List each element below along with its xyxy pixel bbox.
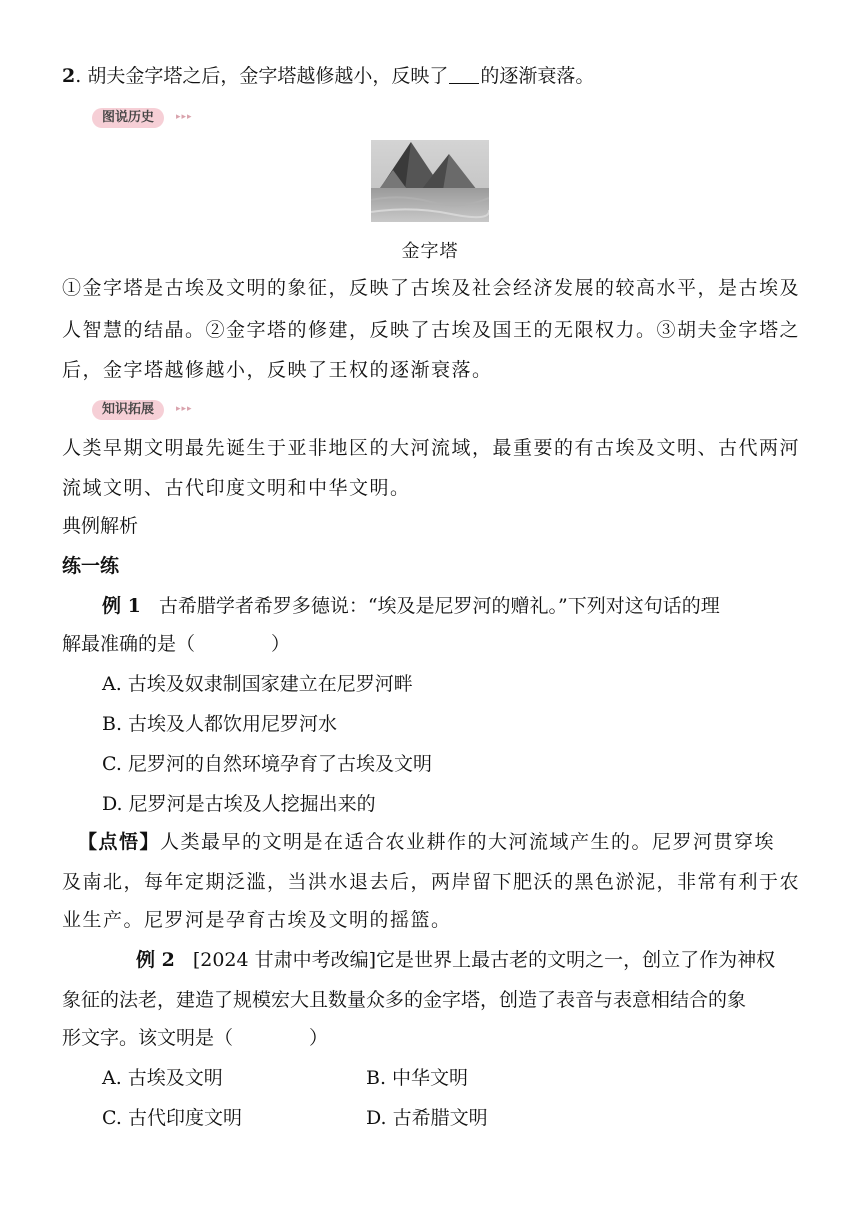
- example-1-stem-line-2: 解最准确的是（ ）: [62, 633, 291, 655]
- example-2-stem-line-1: [136, 946, 775, 974]
- example-1-stem-line-1: [102, 592, 720, 620]
- example-2-stem-text: [2024 甘肃中考改编]它是世界上最古老的文明之一，创立了作为神权: [192, 949, 776, 971]
- hint-text-1: 人类最早的文明是在适合农业耕作的大河流域产生的。尼罗河贯穿埃: [160, 831, 776, 853]
- example-2-option-c: C. 古代印度文明: [102, 1107, 242, 1129]
- tag-picture-history: 图说历史: [92, 108, 164, 128]
- answer-blank: [449, 65, 479, 84]
- hint-line-2: 及南北，每年定期泛滥，当洪水退去后，两岸留下肥沃的黑色淤泥，非常有利于农: [62, 871, 801, 893]
- example-1-stem-text: 古希腊学者希罗多德说：“埃及是尼罗河的赠礼。”下列对这句话的理: [158, 595, 720, 617]
- pyramid-illustration: [371, 140, 489, 222]
- section-practice-heading: 练一练: [62, 555, 120, 577]
- example-1-option-a: A. 古埃及奴隶制国家建立在尼罗河畔: [102, 673, 413, 695]
- picture-text-line-1: ①金字塔是古埃及文明的象征，反映了古埃及社会经济发展的较高水平，是古埃及: [62, 277, 801, 299]
- pyramid-image: [371, 140, 489, 222]
- example-2-option-a: A. 古埃及文明: [102, 1067, 223, 1089]
- example-2-stem-line-2: 象征的法老，建造了规模宏大且数量众多的金字塔，创造了表音与表意相结合的象: [62, 989, 747, 1011]
- example-1-option-c: C. 尼罗河的自然环境孕育了古埃及文明: [102, 753, 432, 775]
- question-number: 2: [62, 65, 76, 87]
- example-1-option-b: B. 古埃及人都饮用尼罗河水: [102, 713, 338, 735]
- question-text-before: . 胡夫金字塔之后，金字塔越修越小，反映了: [75, 65, 449, 87]
- hint-line-3: 业生产。尼罗河是孕育古埃及文明的摇篮。: [62, 909, 452, 931]
- knowledge-text-line-2: 流域文明、古代印度文明和中华文明。: [62, 477, 411, 499]
- question-2: [62, 62, 594, 90]
- hint-line-1: [78, 828, 775, 856]
- example-2-stem-line-3: 形文字。该文明是（ ）: [62, 1027, 329, 1049]
- tag-arrows-icon: ▸▸▸: [176, 112, 193, 122]
- example-2-option-b: B. 中华文明: [366, 1067, 469, 1089]
- example-2-option-d: D. 古希腊文明: [366, 1107, 488, 1129]
- example-1-label: 例 1: [102, 595, 141, 617]
- knowledge-text-line-1: 人类早期文明最先诞生于亚非地区的大河流域，最重要的有古埃及文明、古代两河: [62, 437, 801, 459]
- section-example-heading: 典例解析: [62, 515, 139, 537]
- tag-arrows-icon: ▸▸▸: [176, 404, 193, 414]
- picture-text-line-2: 人智慧的结晶。②金字塔的修建，反映了古埃及国王的无限权力。③胡夫金字塔之: [62, 319, 801, 341]
- tag-knowledge-extension: 知识拓展: [92, 400, 164, 420]
- image-caption: 金字塔: [401, 241, 459, 262]
- question-text-after: 的逐渐衰落。: [480, 65, 595, 87]
- hint-label: 【点悟】: [78, 831, 161, 853]
- example-2-label: 例 2: [136, 949, 175, 971]
- picture-text-line-3: 后，金字塔越修越小，反映了王权的逐渐衰落。: [62, 359, 493, 381]
- example-1-option-d: D. 尼罗河是古埃及人挖掘出来的: [102, 793, 376, 815]
